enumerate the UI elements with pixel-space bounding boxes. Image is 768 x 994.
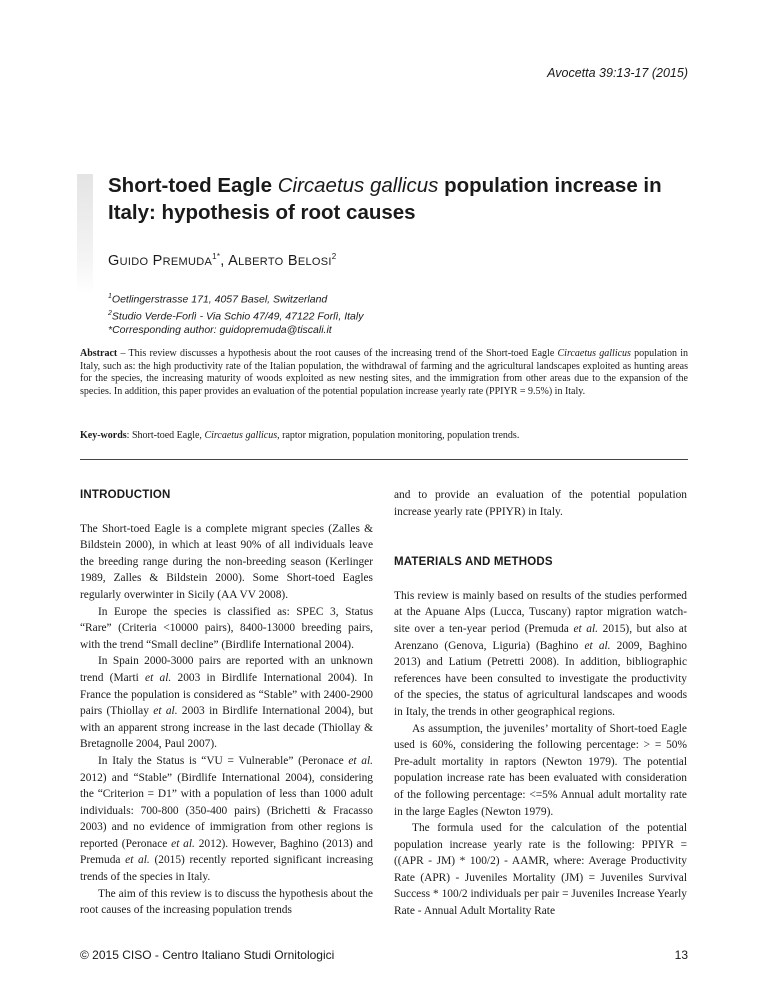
p4-text-e: 2012). However, Baghino (2013) and Premuda bbox=[80, 837, 374, 867]
author2-surname-rest: ELOSI bbox=[297, 255, 332, 268]
affiliations bbox=[108, 290, 363, 338]
m1-etal-1: et al. bbox=[573, 622, 599, 635]
journal-reference: Avocetta 39:13-17 (2015) bbox=[547, 66, 688, 80]
p4-text-a: In Italy the Status is “VU = Vulnerable” (Peronace bbox=[98, 754, 349, 767]
p4-etal-2: et al. bbox=[171, 837, 195, 850]
author2-surname-initial: B bbox=[287, 252, 298, 269]
p3-etal-1: et al. bbox=[145, 671, 172, 684]
keywords-label: Key-words bbox=[80, 430, 127, 441]
abstract-species: Circaetus gallicus bbox=[557, 348, 631, 359]
abstract bbox=[80, 348, 688, 398]
page-number: 13 bbox=[674, 948, 688, 962]
intro-paragraph-4 bbox=[80, 753, 373, 886]
m1-text-c: 2015), but also at Arenzano (Genova, Liguria) (Baghino bbox=[394, 622, 688, 652]
corresponding-author bbox=[108, 324, 363, 338]
p3-text-a: In Spain 2000-3000 pairs are reported with an unknown trend (Marti bbox=[80, 655, 373, 684]
p4-etal-1: et al. bbox=[348, 754, 373, 767]
p4-text-g: (2015) recently reported significant increasing trends of the species in Italy. bbox=[80, 854, 374, 884]
introduction-heading: INTRODUCTION bbox=[80, 489, 171, 501]
p4-text-c: 2012) and “Stable” (Birdlife International 2004), considering the “Criterion = D1” with a population of less than 1000 adult individuals: 700-800 (350-400 pairs) (Brichetti & Fracasso 2003) and no evidence of immigration from other regions is reported (Peronace bbox=[80, 771, 373, 850]
p3-etal-2: et al. bbox=[153, 705, 178, 718]
author1-affil-mark: 1* bbox=[212, 252, 221, 261]
affiliation-2-text: Studio Verde-Forlì - Via Schio 47/49, 47122 Forlì, Italy bbox=[111, 310, 364, 323]
author1-surname-rest: REMUDA bbox=[162, 255, 213, 268]
abstract-label: Abstract bbox=[80, 348, 118, 359]
section-divider bbox=[80, 459, 688, 460]
author1-surname-initial: P bbox=[152, 252, 163, 269]
abstract-text-1: – This review discusses a hypothesis about the root causes of the increasing trend of the Short-toed Eagle bbox=[117, 348, 558, 359]
author-list: GUIDO $PREMUDA^{1*}$, ALBERTO BELOSI$^2$ bbox=[108, 252, 337, 269]
affiliation-2 bbox=[108, 307, 363, 324]
abstract-text-2: population in Italy, such as: the high productivity rate of the Italian population, the withdrawal of farming and the agricultural landscapes exploited as hunting areas for the species, the increasing maturity of woods exploited as new nesting sites, and the immigration from other areas due to the expansion of the species. In addition, this paper provides an evaluation of the potential population increase yearly rate (PPIYR = 9.5%) in Italy. bbox=[80, 348, 688, 397]
author1-initial: G bbox=[108, 252, 120, 269]
title-accent-band bbox=[77, 174, 93, 294]
affiliation-1-text: Oetlingerstrasse 171, 4057 Basel, Switzerland bbox=[111, 293, 328, 306]
title-part-1: Short-toed Eagle bbox=[108, 174, 278, 197]
affiliation-1 bbox=[108, 290, 363, 307]
methods-heading: MATERIALS AND METHODS bbox=[394, 556, 553, 569]
p3-text-e: 2003 in Birdlife International 2004), but with an apparent strong increase in the last decade (Thiollay & Bretagnolle 2004, Paul 2007). bbox=[80, 705, 373, 751]
keywords-species: Circaetus gallicus bbox=[204, 430, 278, 441]
methods-paragraph-2: As assumption, the juveniles’ mortality of Short-toed Eagle used is 60%, considering the following percentage: > = 50% Pre-adult mortality in raptors (Newton 1979). The potential population increase rate has been evaluated with consideration of the following percentage: <=5% Annual adult mortality rate in the large Eagles (Newton 1979). bbox=[394, 722, 687, 818]
corresponding-author-text: *Corresponding author: guidopremuda@tiscali.it bbox=[108, 324, 332, 336]
title-species: Circaetus gallicus bbox=[277, 174, 439, 197]
keywords-text-2: , raptor migration, population monitoring, population trends. bbox=[277, 430, 520, 441]
keywords bbox=[80, 430, 688, 443]
intro-paragraph-5: The aim of this review is to discuss the hypothesis about the root causes of the increasing population trends bbox=[80, 887, 373, 917]
m1-text-e: 2009, Baghino 2013) and Latium (Petretti 2008). In addition, bibliographic references have been consulted to investigate the productivity of the species, the status of agricultural landscapes and woods in Italy, the trends in other geographical regions. bbox=[394, 639, 687, 718]
copyright-notice: © 2015 CISO - Centro Italiano Studi Ornitologici bbox=[80, 948, 335, 962]
p3-text-c: 2003 in Birdlife International 2004). In France the population is considered as “Stable” with 2400-2900 pairs (Thiollay bbox=[80, 671, 374, 718]
author1-first-rest: UIDO bbox=[119, 255, 149, 268]
methods-paragraph-3: The formula used for the calculation of the potential population increase yearly rate is the following: PPIYR = ((APR - JM) * 100/2) - AAMR, where: Average Productivity Rate (APR) - Juveniles Mortality (JM) = Juveniles Survival Success * 100/2 individuals per pair = Juveniles Increase Yearly Rate - Annual Adult Mortality Rate bbox=[394, 822, 687, 918]
title-part-2: population increase in Italy: hypothesis of root causes bbox=[108, 174, 662, 224]
keywords-text-1: : Short-toed Eagle, bbox=[126, 430, 205, 441]
author2-first-rest: LBERTO bbox=[238, 255, 284, 268]
intro-continuation: and to provide an evaluation of the potential population increase yearly rate (PPIYR) in Italy. bbox=[394, 489, 687, 518]
m1-etal-2: et al. bbox=[584, 639, 611, 652]
affiliation-2-mark: 2 bbox=[108, 310, 112, 317]
author2-initial: A bbox=[228, 252, 239, 269]
p4-etal-3: et al. bbox=[125, 854, 150, 867]
intro-paragraph-3 bbox=[80, 653, 373, 753]
article-title bbox=[108, 172, 708, 226]
methods-paragraph-1 bbox=[394, 588, 687, 721]
intro-paragraph-1: The Short-toed Eagle is a complete migrant species (Zalles & Bildstein 2000), in which at least 90% of all individuals leave the breeding range during the non-breeding season (Kerlinger 1989, Zalles & Bildstein 2000). Some Short-toed Eagles regularly overwinter in Sicily (AA VV 2008). bbox=[80, 522, 373, 601]
left-column bbox=[80, 487, 373, 919]
affiliation-1-mark: 1 bbox=[108, 293, 112, 300]
right-column bbox=[394, 487, 687, 920]
intro-paragraph-2: In Europe the species is classified as: SPEC 3, Status “Rare” (Criteria <10000 pairs), 8400-13000 breeding pairs, with the trend “Small decline” (Birdlife International 2004). bbox=[80, 605, 373, 651]
author2-affil-mark: 2 bbox=[331, 252, 337, 261]
m1-text-a: This review is mainly based on results of the studies performed at the Apuane Alps (Lucca, Tuscany) raptor migration watch-site over a ten-year period (Premuda bbox=[394, 589, 687, 635]
